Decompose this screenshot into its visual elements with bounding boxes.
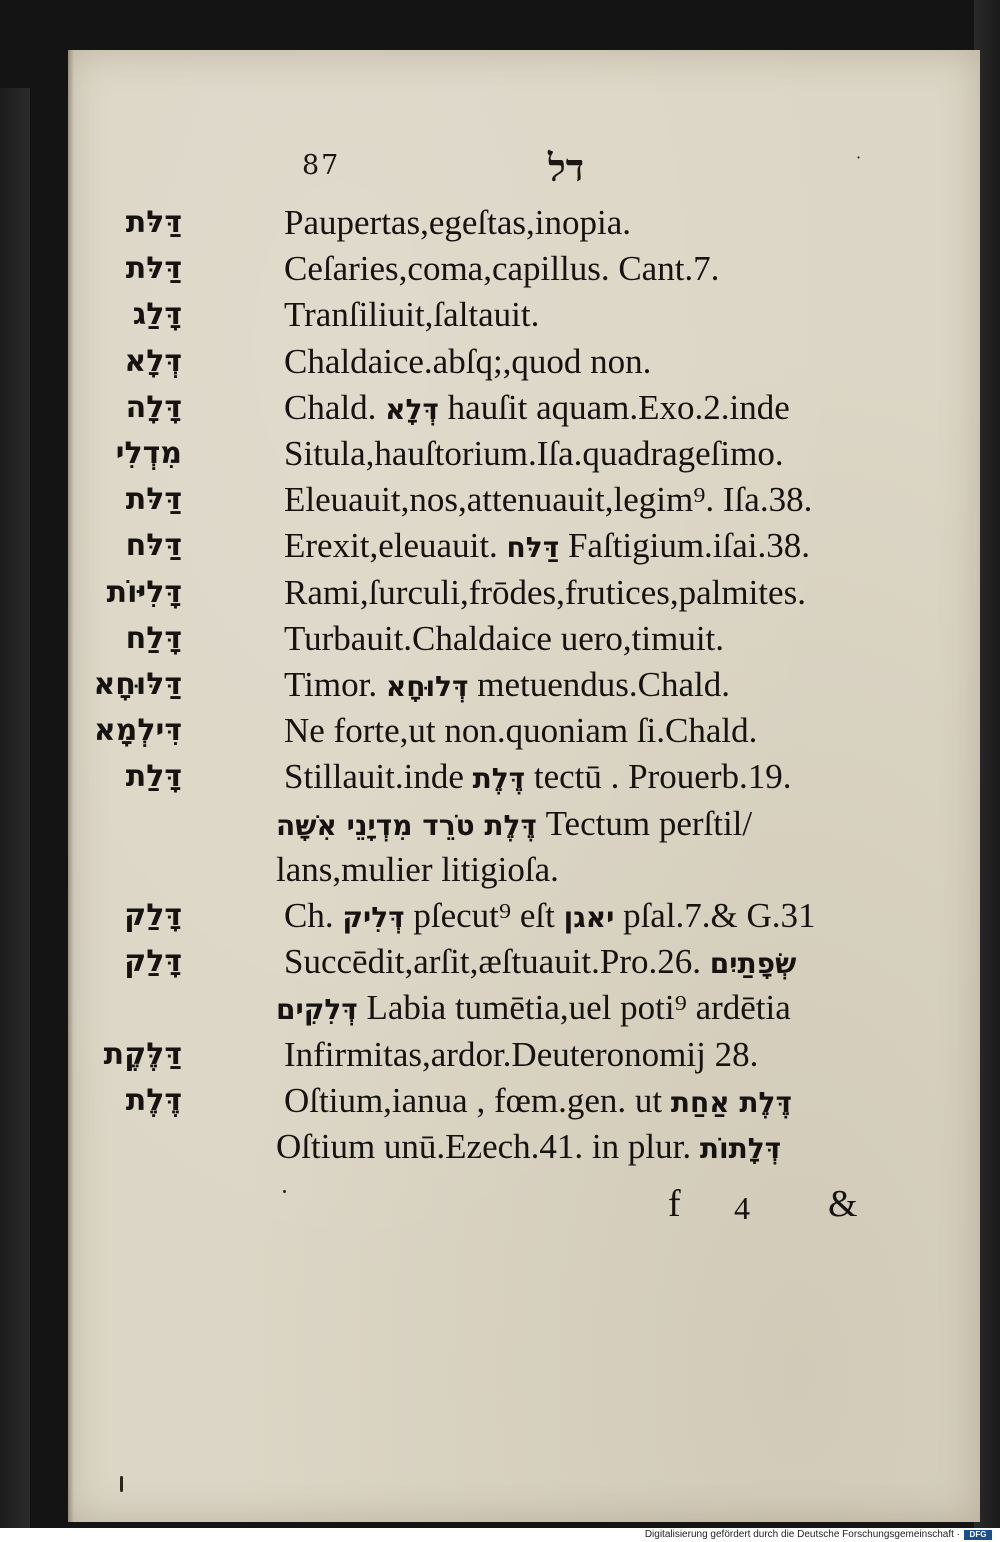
running-head: דל bbox=[548, 145, 585, 190]
paper-speck bbox=[120, 1476, 123, 1492]
hebrew-headword: דָּלַח bbox=[125, 620, 182, 656]
gloss-text: Oſtium unū.Ezech.41. in plur. bbox=[276, 1127, 692, 1166]
entry-line bbox=[0, 292, 900, 338]
gloss-text: hauſit aquam.Exo.2.inde bbox=[447, 387, 790, 427]
hebrew-headword: דַּלֶּקֶת bbox=[103, 1036, 182, 1072]
hebrew-headword: דָּלַק bbox=[124, 898, 182, 933]
entry-line bbox=[0, 385, 900, 431]
latin-gloss: Tranſiliuit,ſaltauit. bbox=[284, 295, 540, 335]
entry-line bbox=[0, 1124, 900, 1170]
hebrew-headword: דָּלַג bbox=[132, 297, 182, 333]
hebrew-headword: דָּלַת bbox=[125, 759, 182, 795]
latin-gloss bbox=[284, 523, 810, 571]
entry-line bbox=[0, 477, 900, 523]
entry-line bbox=[0, 246, 900, 292]
entry-line bbox=[0, 570, 900, 616]
latin-gloss bbox=[284, 939, 796, 987]
page-folio-number: 87 bbox=[302, 150, 341, 181]
entry-line bbox=[0, 339, 900, 385]
hebrew-headword: דַּלּת bbox=[125, 251, 182, 287]
hebrew-inline: יאגן bbox=[563, 901, 615, 934]
hebrew-inline: דַּלּח bbox=[506, 531, 560, 565]
hebrew-headword: מִדְלִי bbox=[115, 436, 182, 471]
latin-gloss: Ceſaries,coma,capillus. Cant.7. bbox=[284, 249, 720, 289]
latin-gloss: Paupertas,egeſtas,inopia. bbox=[284, 203, 631, 242]
latin-gloss: Chaldaice.abſq;,quod non. bbox=[284, 341, 652, 381]
hebrew-headword: דַּלּוּחָא bbox=[93, 667, 182, 702]
latin-gloss bbox=[284, 1078, 792, 1126]
catchword-signature: f bbox=[668, 1183, 681, 1225]
hebrew-inline: דְּלוּחָא bbox=[385, 670, 469, 703]
entry-line bbox=[0, 939, 900, 985]
entry-line bbox=[0, 985, 900, 1031]
hebrew-inline: שְׂפָתַיִם bbox=[709, 947, 797, 981]
latin-gloss bbox=[284, 893, 816, 941]
paper-speck bbox=[283, 1190, 286, 1193]
hebrew-headword: דִּילְמָא bbox=[93, 713, 182, 749]
entry-line bbox=[0, 801, 900, 847]
latin-gloss: lans,mulier litigioſa. bbox=[276, 849, 559, 889]
gloss-text: pſecut⁹ eſt bbox=[413, 896, 555, 935]
hebrew-headword: דַּלּח bbox=[125, 528, 182, 564]
latin-gloss: Infirmitas,ardor.Deuteronomij 28. bbox=[284, 1034, 759, 1074]
gloss-text: tectū . Prouerb.19. bbox=[533, 757, 792, 797]
gloss-text: pſal.7.& G.31 bbox=[623, 896, 816, 935]
hebrew-headword: דָּלִיּוֹת bbox=[106, 574, 182, 610]
latin-gloss: Ne forte,ut non.quoniam ſi.Chald. bbox=[284, 711, 758, 751]
hebrew-inline: דְּלָא bbox=[385, 392, 439, 426]
latin-gloss: Eleuauit,nos,attenuauit,legim⁹. Iſa.38. bbox=[284, 480, 813, 520]
corner-mark: · bbox=[856, 148, 862, 167]
hebrew-headword: דַּלּת bbox=[125, 482, 182, 518]
latin-gloss bbox=[284, 385, 790, 433]
hebrew-inline: דְּלָתוֹת bbox=[699, 1132, 782, 1165]
gloss-text: Labia tumētia,uel poti⁹ ardētia bbox=[366, 988, 791, 1028]
entry-line bbox=[0, 1032, 900, 1078]
entry-line bbox=[0, 431, 900, 477]
hebrew-headword: דַּלּת bbox=[125, 205, 182, 240]
latin-gloss: Rami,ſurculi,frōdes,frutices,palmites. bbox=[284, 572, 806, 612]
hebrew-inline: דֶּלֶת bbox=[472, 762, 526, 796]
latin-gloss bbox=[284, 754, 791, 802]
hebrew-headword: דְּלָא bbox=[124, 343, 182, 379]
gloss-text: Tectum perſtil/ bbox=[545, 803, 753, 843]
hebrew-headword: דָּלָה bbox=[125, 389, 182, 425]
gloss-text: Chald. bbox=[284, 387, 377, 427]
gloss-text: Faſtigium.iſai.38. bbox=[567, 526, 811, 566]
entry-line bbox=[0, 200, 900, 246]
catchword-number: 4 bbox=[734, 1190, 750, 1226]
hebrew-inline: דֶּלֶת טֹרֵד מִדְיָנֵי אִשָּׁה bbox=[276, 808, 537, 842]
gloss-text: Succēdit,arſit,æſtuauit.Pro.26. bbox=[284, 942, 702, 982]
catchword-ampersand: & bbox=[828, 1183, 858, 1225]
gloss-text: Stillauit.inde bbox=[284, 757, 464, 797]
dfg-logo-icon: DFG bbox=[964, 1530, 992, 1540]
entry-line bbox=[0, 847, 900, 893]
entry-line bbox=[0, 708, 900, 754]
hebrew-headword: דֶּלֶת bbox=[125, 1082, 182, 1118]
gloss-text: Ch. bbox=[284, 896, 334, 935]
gloss-text: Oſtium,ianua , fœm.gen. ut bbox=[284, 1080, 663, 1120]
entry-line bbox=[0, 1078, 900, 1124]
footer-credit: Digitalisierung gefördert durch die Deutsche Forschungsgemeinschaft · bbox=[644, 1529, 960, 1540]
latin-gloss bbox=[284, 662, 730, 710]
entry-line bbox=[0, 662, 900, 708]
entry-line bbox=[0, 754, 900, 800]
latin-gloss bbox=[276, 985, 791, 1033]
gloss-text: metuendus.Chald. bbox=[477, 665, 730, 704]
latin-gloss bbox=[276, 1124, 781, 1172]
latin-gloss: Turbauit.Chaldaice uero,timuit. bbox=[284, 618, 725, 658]
entry-line bbox=[0, 893, 900, 939]
entry-line bbox=[0, 523, 900, 569]
gloss-text: Erexit,eleuauit. bbox=[284, 526, 498, 566]
digitization-footer bbox=[0, 1528, 1000, 1542]
gloss-text: Timor. bbox=[284, 665, 378, 704]
latin-gloss: Situla,hauſtorium.Iſa.quadrageſimo. bbox=[284, 434, 784, 473]
latin-gloss bbox=[276, 801, 752, 849]
hebrew-inline: דְּלִקִים bbox=[276, 993, 358, 1027]
hebrew-inline: דְּלִיק bbox=[342, 901, 405, 934]
entry-line bbox=[0, 616, 900, 662]
hebrew-headword: דָּלַק bbox=[124, 944, 182, 980]
hebrew-inline: דֶּלֶת אַחַת bbox=[670, 1085, 792, 1119]
